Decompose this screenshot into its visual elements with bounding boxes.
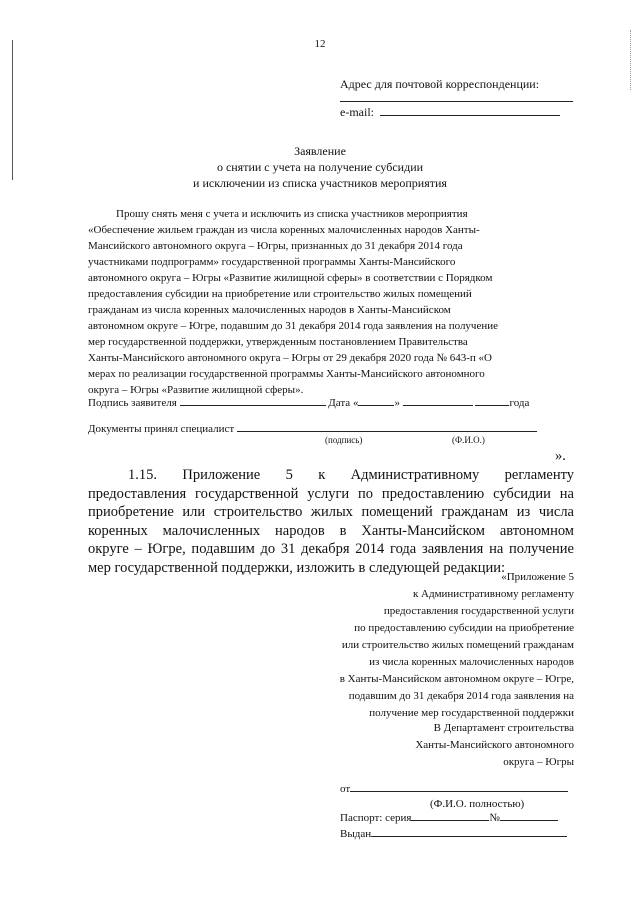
issued-row — [340, 826, 567, 842]
appendix-line: подавшим до 31 декабря 2014 года заявления на — [348, 690, 574, 702]
form-subtitle-2: и исключении из списка участников мероприятия — [193, 176, 447, 190]
page-number: 12 — [314, 38, 326, 50]
appendix-line: получение мер государственной поддержки — [369, 707, 574, 719]
passport-number-line — [500, 810, 558, 821]
date-month-line — [403, 395, 473, 406]
address-label: Адрес для почтовой корреспонденции: — [340, 77, 540, 91]
accepted-line — [237, 421, 537, 432]
recipient-line: В Департамент строительства — [433, 722, 574, 734]
body-line: мер государственной поддержки, утвержденным постановлением Правительства — [88, 336, 468, 348]
email-label: e-mail: — [340, 105, 374, 119]
body-line: Прошу снять меня с учета и исключить из списка участников мероприятия — [116, 208, 468, 220]
section-line: предоставления государственной услуги по предоставлению субсидии на — [88, 485, 574, 502]
appendix-line: в Ханты-Мансийском автономном округе – Югре, — [339, 673, 574, 685]
section-line: коренных малочисленных народов в Ханты-Мансийском автономном — [88, 522, 574, 539]
body-line: Ханты-Мансийского автономного округа – Югры от 29 декабря 2020 года № 643-п «О — [88, 352, 492, 364]
body-line: мерах по реализации государственной программы Ханты-Мансийского автономного — [88, 368, 485, 380]
body-line: автономном округе – Югре, подавшим до 31 декабря 2014 года заявления на получение — [88, 320, 499, 332]
caption-fio: (Ф.И.О.) — [452, 435, 485, 445]
body-line: округа – Югры «Развитие жилищной сферы». — [88, 384, 304, 396]
appendix-line: «Приложение 5 — [501, 571, 574, 583]
email-line — [380, 105, 560, 116]
recipient-block — [300, 720, 574, 771]
body-line: участниками подпрограмм» государственной программы Ханты-Мансийского — [88, 256, 456, 268]
section-1-15 — [88, 466, 574, 577]
from-label: от — [340, 783, 351, 795]
signature-line — [180, 395, 326, 406]
closing-quote: ». — [555, 448, 566, 464]
appendix-header — [260, 569, 574, 722]
appendix-line: по предоставлению субсидии на приобретение — [354, 622, 574, 634]
caption-signature: (подпись) — [325, 435, 363, 445]
signature-row — [88, 395, 529, 411]
appendix-line: к Административному регламенту — [412, 588, 574, 600]
body-line: гражданам из числа коренных малочисленных народов в Ханты-Мансийском — [88, 304, 451, 316]
number-label: № — [489, 812, 500, 824]
section-line: 1.15. Приложение 5 к Административному регламенту — [128, 467, 574, 483]
appendix-line: или строительство жилых помещений гражданам — [341, 639, 574, 651]
date-year-line — [475, 395, 509, 406]
body-line: автономного округа – Югры «Развитие жилищной сферы» в соответствии с Порядком — [88, 272, 493, 284]
address-line — [340, 101, 573, 102]
form-subtitle-1: о снятии с учета на получение субсидии — [216, 160, 424, 174]
body-line: Мансийского автономного округа – Югры, признанных до 31 декабря 2014 года — [88, 240, 463, 252]
year-label: года — [509, 397, 530, 409]
date-mid: » — [394, 397, 400, 409]
body-line: предоставления субсидии на приобретение или строительство жилых помещений — [88, 288, 472, 300]
form-body — [88, 206, 574, 398]
email-row — [340, 104, 560, 120]
form-title: Заявление — [294, 144, 346, 158]
passport-series-line — [411, 810, 489, 821]
signature-label: Подпись заявителя — [88, 397, 177, 409]
date-label: Дата « — [328, 397, 359, 409]
from-line — [350, 781, 568, 792]
recipient-line: Ханты-Мансийского автономного — [415, 739, 574, 751]
section-line: округе – Югре, подавшим до 31 декабря 2014 года заявления на получение — [88, 541, 574, 557]
appendix-line: из числа коренных малочисленных народов — [369, 656, 574, 668]
section-line: мер государственной поддержки, изложить в следующей редакции: — [88, 559, 506, 576]
passport-row — [340, 810, 558, 826]
issued-line — [371, 826, 567, 837]
section-line: приобретение или строительство жилых помещений гражданам из числа — [88, 504, 574, 520]
issued-label: Выдан — [340, 828, 372, 840]
appendix-line: предоставления государственной услуги — [383, 605, 574, 617]
date-day-line — [358, 395, 394, 406]
from-row — [340, 781, 568, 797]
recipient-line: округа – Югры — [503, 756, 574, 768]
accepted-label: Документы принял специалист — [88, 423, 235, 435]
fio-caption: (Ф.И.О. полностью) — [430, 798, 525, 810]
passport-label: Паспорт: серия — [340, 812, 412, 824]
body-line: «Обеспечение жильем граждан из числа коренных малочисленных народов Ханты- — [88, 224, 480, 236]
